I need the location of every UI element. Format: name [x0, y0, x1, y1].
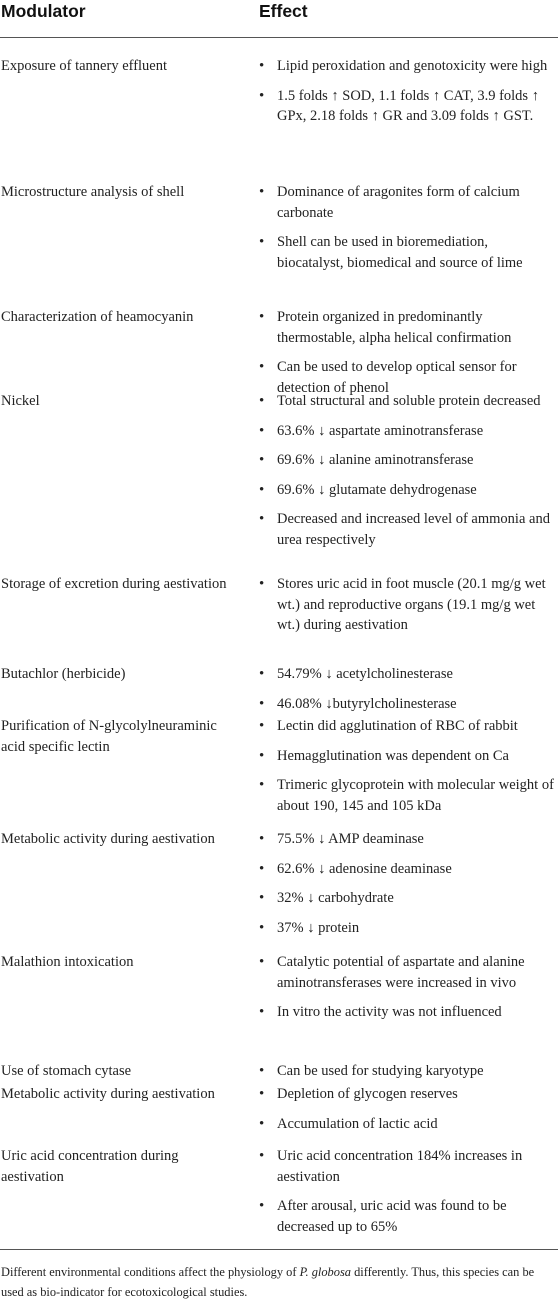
modulator-column-header: Modulator: [1, 1, 86, 21]
effect-bullet-item: • Lectin did agglutination of RBC of rabbit: [258, 716, 558, 737]
effect-bullet-item: • Hemagglutination was dependent on Ca: [258, 746, 558, 767]
effect-cell: [258, 56, 558, 136]
effect-bullet-item: • Shell can be used in bioremediation, biocatalyst, biomedical and source of lime: [258, 232, 558, 273]
effect-cell: [258, 1084, 558, 1143]
effect-bullet-item: • Lipid peroxidation and genotoxicity were high: [258, 56, 558, 77]
modulator-cell: Butachlor (herbicide): [1, 666, 126, 682]
effect-bullet-item: • Dominance of aragonites form of calcium carbonate: [258, 182, 558, 223]
effect-cell: [258, 952, 558, 1032]
effect-bullet-item: • Decreased and increased level of ammonia and urea respectively: [258, 509, 558, 550]
effect-bullet-item: • Stores uric acid in foot muscle (20.1 mg/g wet wt.) and reproductive organs (19.1 mg/g wet wt.) during aestivation: [258, 574, 558, 636]
effect-bullet-item: • 62.6% ↓ adenosine deaminase: [258, 859, 558, 880]
modulator-cell: Metabolic activity during aestivation: [1, 1086, 215, 1102]
modulator-cell: Use of stomach cytase: [1, 1063, 132, 1079]
modulator-cell: Purification of N-glycolylneuraminic acid specific lectin: [1, 718, 217, 755]
effect-bullet-item: • 1.5 folds ↑ SOD, 1.1 folds ↑ CAT, 3.9 folds ↑ GPx, 2.18 folds ↑ GR and 3.09 folds ↑ GST.: [258, 86, 558, 127]
modulator-cell: Microstructure analysis of shell: [1, 184, 185, 200]
effect-column-header: Effect: [259, 1, 308, 21]
footnote-text-start: Different environmental conditions affect the physiology of: [1, 1265, 300, 1279]
effect-bullet-item: • Protein organized in predominantly thermostable, alpha helical confirmation: [258, 307, 558, 348]
effect-bullet-item: • 69.6% ↓ alanine aminotransferase: [258, 450, 558, 471]
table-bottom-rule: [0, 1249, 558, 1250]
effect-bullet-item: • Can be used for studying karyotype: [258, 1061, 558, 1082]
modulator-cell: Malathion intoxication: [1, 954, 134, 970]
effect-bullet-item: • Catalytic potential of aspartate and alanine aminotransferases were increased in vivo: [258, 952, 558, 993]
effect-cell: [258, 574, 558, 645]
footnote-species: P. globosa: [299, 1265, 351, 1279]
table-footnote: [1, 1262, 557, 1302]
effect-bullet-item: • Can be used to develop optical sensor for detection of phenol: [258, 357, 558, 398]
modulator-cell: Nickel: [1, 393, 40, 409]
footnote-text-end: differently. Thus, this species can be used as bio-indicator for ecotoxicological studies.: [1, 1265, 535, 1299]
modulator-cell: Exposure of tannery effluent: [1, 58, 168, 74]
effect-cell: [258, 391, 558, 559]
effect-cell: [258, 182, 558, 282]
effect-cell: [258, 716, 558, 825]
modulator-cell: Metabolic activity during aestivation: [1, 831, 215, 847]
effect-cell: [258, 829, 558, 947]
effect-bullet-item: • Uric acid concentration 184% increases in aestivation: [258, 1146, 558, 1187]
effect-bullet-item: • Trimeric glycoprotein with molecular weight of about 190, 145 and 105 kDa: [258, 775, 558, 816]
table-header: [0, 0, 558, 38]
modulator-cell: Characterization of heamocyanin: [1, 309, 194, 325]
effect-bullet-item: • Depletion of glycogen reserves: [258, 1084, 558, 1105]
effect-bullet-item: • After arousal, uric acid was found to be decreased up to 65%: [258, 1196, 558, 1237]
effect-cell: [258, 664, 558, 723]
effect-bullet-item: • In vitro the activity was not influenced: [258, 1002, 558, 1023]
modulator-cell: Uric acid concentration during aestivation: [1, 1148, 179, 1185]
modulator-cell: Storage of excretion during aestivation: [1, 576, 227, 592]
effect-bullet-item: • Accumulation of lactic acid: [258, 1114, 558, 1135]
effect-bullet-item: • 69.6% ↓ glutamate dehydrogenase: [258, 480, 558, 501]
effect-bullet-item: • 54.79% ↓ acetylcholinesterase: [258, 664, 558, 685]
effect-cell: [258, 1146, 558, 1246]
effect-bullet-item: • 46.08% ↓butyrylcholinesterase: [258, 694, 558, 715]
effect-bullet-item: • 63.6% ↓ aspartate aminotransferase: [258, 421, 558, 442]
effect-bullet-item: • 75.5% ↓ AMP deaminase: [258, 829, 558, 850]
effect-bullet-item: • Total structural and soluble protein decreased: [258, 391, 558, 412]
effect-bullet-item: • 32% ↓ carbohydrate: [258, 888, 558, 909]
effect-bullet-item: • 37% ↓ protein: [258, 918, 558, 939]
